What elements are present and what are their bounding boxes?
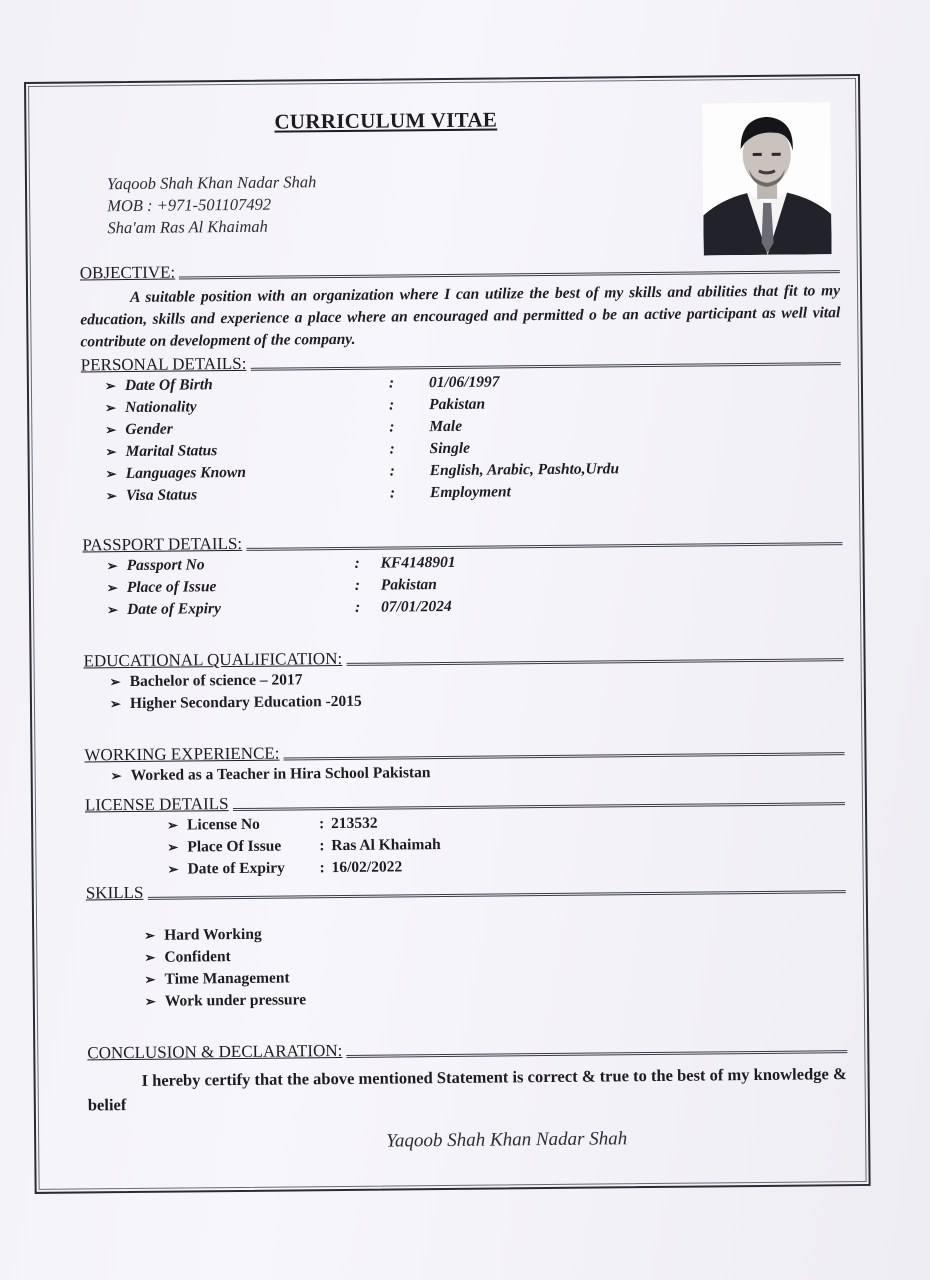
license-detail-label: Place Of Issue [187, 837, 282, 856]
personal-details-list [81, 370, 842, 509]
skill-text: Confident [164, 948, 231, 966]
license-detail-value: 16/02/2022 [331, 858, 403, 877]
personal-detail-label: Date Of Birth [124, 376, 213, 395]
bullet-arrow-icon: ➢ [105, 466, 117, 482]
skills-section [86, 876, 847, 1015]
personal-detail-colon: : [389, 418, 395, 436]
heading-rule [250, 362, 840, 371]
license-detail-colon: : [319, 837, 325, 855]
personal-details-heading: PERSONAL DETAILS: [80, 353, 247, 375]
personal-detail-value: Pakistan [429, 395, 486, 414]
objective-heading: OBJECTIVE: [79, 262, 176, 283]
signature: Yaqoob Shah Khan Nadar Shah [386, 1128, 628, 1152]
contact-address: Sha'am Ras Al Khaimah [107, 216, 268, 238]
skill-text: Hard Working [164, 925, 262, 944]
bullet-arrow-icon: ➢ [167, 817, 179, 833]
experience-heading: WORKING EXPERIENCE: [84, 743, 280, 765]
experience-text: Worked as a Teacher in Hira School Pakistan [130, 764, 431, 785]
bullet-arrow-icon: ➢ [144, 927, 156, 943]
personal-detail-value: Male [429, 417, 463, 436]
objective-text: A suitable position with an organization where I can utilize the best of my skills and abilities that fit to my education, skills and experience a place where an encouraged and permitted o be an active participant as well vital contribute on development of the company. [80, 282, 841, 351]
personal-detail-value: Employment [429, 483, 511, 502]
passport-details-list [83, 550, 844, 623]
bullet-arrow-icon: ➢ [167, 861, 179, 877]
personal-detail-value: English, Arabic, Pashto,Urdu [429, 460, 620, 480]
license-section [85, 788, 846, 883]
passport-detail-value: Pakistan [380, 576, 437, 594]
education-section [83, 644, 844, 717]
contact-name: Yaqoob Shah Khan Nadar Shah [106, 172, 317, 194]
bullet-arrow-icon: ➢ [110, 768, 122, 784]
bullet-arrow-icon: ➢ [109, 696, 121, 712]
bullet-arrow-icon: ➢ [106, 558, 118, 574]
personal-detail-colon: : [389, 440, 395, 458]
license-detail-value: Ras Al Khaimah [331, 836, 441, 855]
bullet-arrow-icon: ➢ [144, 993, 156, 1009]
skill-text: Time Management [164, 969, 290, 988]
passport-details-heading: PASSPORT DETAILS: [82, 533, 243, 555]
personal-detail-label: Visa Status [125, 486, 198, 505]
heading-rule [246, 542, 842, 551]
heading-rule [346, 658, 843, 666]
bullet-arrow-icon: ➢ [105, 488, 117, 504]
personal-detail-colon: : [389, 484, 396, 502]
experience-section [84, 738, 844, 789]
passport-details-section [82, 528, 843, 623]
passport-detail-value: 07/01/2024 [380, 597, 452, 616]
personal-detail-label: Nationality [125, 398, 197, 417]
license-detail-colon: : [319, 815, 325, 833]
declaration-text: I hereby certify that the above mentioned Statement is correct & true to the best of my knowledge & belief [87, 1064, 847, 1115]
portrait-image [702, 102, 831, 255]
skills-heading: SKILLS [85, 882, 144, 903]
passport-detail-colon: : [354, 576, 361, 594]
skills-list [86, 920, 847, 1015]
personal-detail-value: 01/06/1997 [428, 373, 500, 392]
contact-block [107, 171, 317, 239]
bullet-arrow-icon: ➢ [104, 378, 116, 394]
profile-photo [702, 102, 831, 255]
skill-text: Work under pressure [164, 991, 307, 1010]
education-heading: EDUCATIONAL QUALIFICATION: [83, 648, 343, 671]
heading-rule [179, 270, 840, 279]
bullet-arrow-icon: ➢ [106, 602, 119, 618]
bullet-arrow-icon: ➢ [144, 971, 156, 987]
personal-details-section [81, 348, 842, 509]
personal-detail-label: Languages Known [125, 463, 247, 483]
personal-detail-colon: : [388, 374, 395, 392]
personal-detail-colon: : [389, 396, 395, 414]
license-heading: LICENSE DETAILS [84, 794, 229, 815]
education-list [84, 666, 844, 717]
bullet-arrow-icon: ➢ [105, 422, 117, 438]
bullet-arrow-icon: ➢ [105, 444, 117, 460]
license-list [85, 810, 846, 883]
bullet-arrow-icon: ➢ [144, 949, 156, 965]
heading-rule [233, 802, 845, 811]
document-frame [24, 74, 871, 1194]
license-detail-label: License No [187, 815, 260, 834]
bullet-arrow-icon: ➢ [105, 400, 117, 416]
license-detail-colon: : [319, 859, 325, 877]
passport-detail-label: Passport No [126, 556, 205, 575]
heading-rule [284, 752, 845, 760]
personal-detail-label: Gender [125, 420, 173, 439]
contact-mobile: MOB : +971-501107492 [107, 194, 272, 216]
passport-detail-colon: : [354, 598, 361, 616]
education-text: Higher Secondary Education -2015 [129, 692, 362, 713]
document-title: CURRICULUM VITAE [274, 107, 498, 134]
passport-detail-colon: : [354, 554, 360, 572]
heading-rule [147, 890, 845, 900]
passport-detail-label: Place of Issue [126, 578, 217, 597]
license-detail-value: 213532 [331, 814, 378, 833]
bullet-arrow-icon: ➢ [167, 839, 179, 855]
personal-detail-label: Marital Status [125, 442, 218, 461]
declaration-heading: CONCLUSION & DECLARATION: [87, 1040, 343, 1063]
passport-detail-value: KF4148901 [380, 553, 456, 572]
declaration-section [87, 1036, 848, 1117]
bullet-arrow-icon: ➢ [106, 580, 118, 596]
passport-detail-label: Date of Expiry [126, 600, 222, 619]
personal-detail-colon: : [389, 462, 396, 480]
heading-rule [346, 1050, 847, 1058]
experience-item [111, 760, 845, 789]
experience-list [85, 760, 845, 789]
education-text: Bachelor of science – 2017 [129, 671, 303, 691]
objective-section [80, 256, 841, 353]
license-detail-label: Date of Expiry [187, 859, 285, 878]
bullet-arrow-icon: ➢ [109, 674, 121, 690]
personal-detail-value: Single [429, 439, 471, 458]
